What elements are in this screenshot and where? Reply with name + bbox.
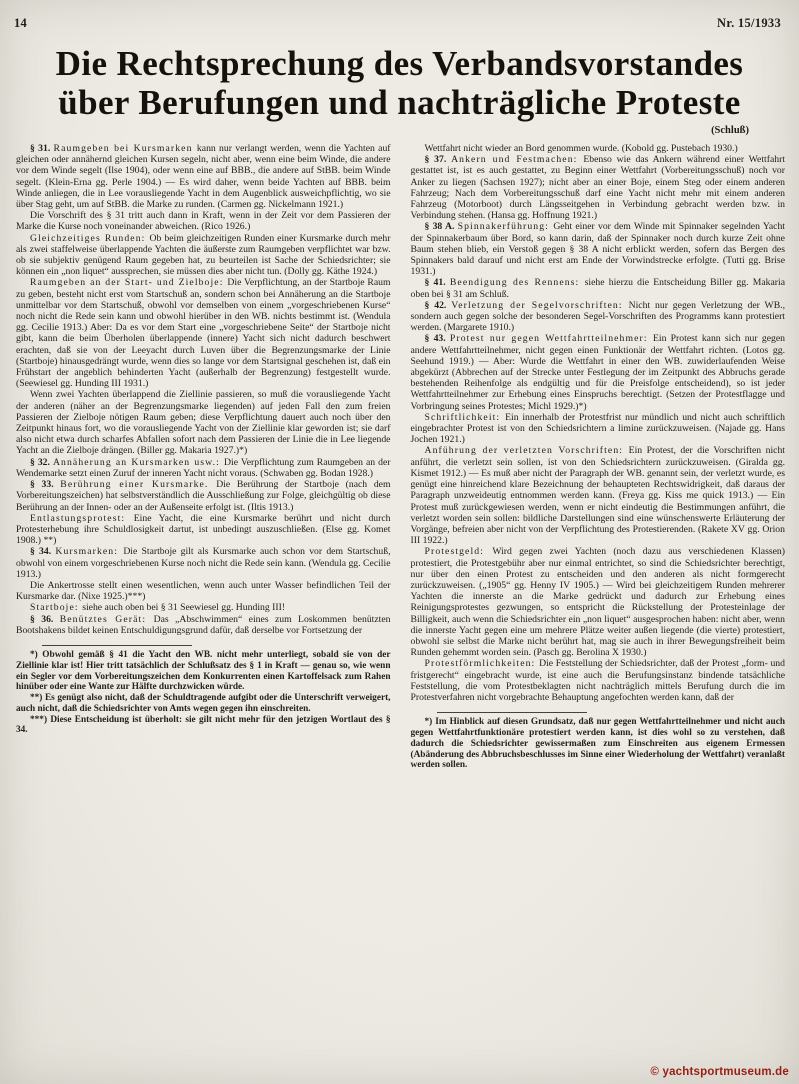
issue-number: Nr. 15/1933 xyxy=(717,16,781,30)
right-column-footnotes xyxy=(411,717,786,771)
paragraph-lead: § 43. xyxy=(424,333,450,345)
paragraph: Entlastungsprotest: Eine Yacht, die eine Kursmarke berührt und nicht durch Protesterhebung ihre Schuldlosigkeit dartut, ist unbedingt auszuschließen. (Else gg. Komet 1908.) **) xyxy=(16,512,391,547)
paragraph-lead: § 36. xyxy=(30,613,60,625)
paragraph: Wettfahrt nicht wieder an Bord genommen wurde. (Kobold gg. Pustebach 1930.) xyxy=(424,143,738,154)
paragraph: § 42. Verletzung der Segelvorschriften: Nicht nur gegen Verletzung der WB., sondern auch gegen solche der besonderen Segel-Vorschriften des Programms kann protestiert werden. (Margarete 1910.) xyxy=(410,299,786,334)
paragraph: § 37. Ankern und Festmachen: Ebenso wie das Ankern während einer Wettfahrt gestattet ist, ist es auch gestattet, zu Beginn einer Wettfahrt (Vorbereitungsschuß) noch vor Anker zu liegen (Sachsen 1927); nicht aber an einer Boje, einem Steg oder einem anderen Fahrzeug; Nach dem Vorbereitungsschuß darf eine Yacht nicht mehr mit einem anderen Fahrzeug (Motorboot) durch Längsseitgehen in Verbindung gebracht werden bzw. in Verbindung stehen. (Hansa gg. Hoffnung 1921.) xyxy=(410,154,786,222)
footnote: *) Im Hinblick auf diesen Grundsatz, daß nur gegen Wettfahrtteilnehmer und nicht auch gegen Wettfahrtfunktionäre protestiert werden kann, ist dies wohl so zu verstehen, daß dadurch die Schiedsrichter gewissermaßen zum Einschreiten aus eigenem Ermessen (Abänderung des Abbruchsbeschlusses im Sinne einer Wiederholung der Wettfahrt) veranlaßt werden sollen. xyxy=(410,717,785,771)
text-columns xyxy=(0,136,799,771)
paragraph-keyword: Protestförmlichkeiten: xyxy=(424,658,540,670)
paragraph-keyword: Schriftlichkeit: xyxy=(424,411,506,423)
footnote: *) Obwohl gemäß § 41 die Yacht den WB. nicht mehr unterliegt, sobald sie von der Ziellinie klar ist! Hier tritt tatsächlich der Schlußsatz des § 1 in Kraft — genau so, wie wenn ein Segler vor dem Vorbereitungszeichen dem Konkurrenten einen Kartoffelsack zum Rahen hinüber oder eine Wante zur Hälfte durchzwicken würde. xyxy=(16,649,391,693)
paragraph-lead: § 42. xyxy=(424,299,452,311)
paragraph-keyword: Entlastungsprotest: xyxy=(30,512,134,524)
paragraph-keyword: Startboje: xyxy=(30,602,83,614)
paragraph: Raumgeben an der Start- und Zielboje: Die Verpflichtung, an der Startboje Raum zu geben, besteht nicht erst vom Startschuß an, sondern schon bei Annäherung an die Startboje unmittelbar vor dem Startschuß, obwohl vor demselben von einem „vorgeschriebenen Kurse“ noch nicht die Rede sein kann und obwohl hierüber in den WB. nichts bestimmt ist. (Wendula gg. Cecilie 1913.) Aber: Da es vor dem Start eine „vorgeschriebene Seite“ der Startboje nicht gibt, kann die beim Überholen überlappende (innere) Yacht sich nicht dadurch beschwert erachten, daß sie von der Leeyacht durch Luven über die Begrenzungsmarke der Linie (Startboje) hinausgedrängt wurde, wenn dies so lange vor dem Startsignal geschehen ist, daß ein Frühstart der angeblich behinderten Yacht (außerhalb der Begrenzung) festgestellt wurde. (Seewiesel gg. Hunding III 1931.) xyxy=(16,277,391,390)
paragraph: Anführung der verletzten Vorschriften: Ein Protest, der die Vorschriften nicht anführt, die verletzt sein sollen, ist von den Schiedsrichtern zurückzuweisen. (Giralda gg. Kismet 1912.) — Es muß aber nicht der Paragraph der WB. genannt sein, der verletzt wurde, es genügt eine hinreichend klare Bezeichnung der behaupteten Rechtswidrigkeit, daß daraus der Paragraph unzweideutig entnommen werden kann. (Freya gg. Kiss me quick 1913.) — Ein Protest muß zurückgewiesen werden, wenn er nicht eindeutig die Bestimmungen anführt, die verletzt worden sein sollen: bildliche Darstellungen sind eine wünschenswerte Erläuterung der Vorgänge, befreien aber nicht von der Verpflichtung des Protestierenden. (Rakete XV gg. Orion III 1922.) xyxy=(410,445,785,547)
paragraph-keyword: Protestgeld: xyxy=(424,546,493,558)
footnote: **) Es genügt also nicht, daß der Schuldtragende aufgibt oder die Unterschrift verweigert, auch nicht, daß die Schiedsrichter von Amts wegen gegen ihn einschreiten. xyxy=(16,693,391,714)
watermark: © yachtsportmuseum.de xyxy=(650,1066,789,1078)
paragraph-lead: § 37. xyxy=(424,154,452,166)
paragraph-keyword: Kursmarken: xyxy=(55,546,124,558)
paragraph: § 43. Protest nur gegen Wettfahrtteilnehmer: Ein Protest kann sich nur gegen andere Wettfahrtteilnehmer, nicht gegen einen Funktionär der Wettfahrt richten. (Lotos gg. Seehund 1919.) — Aber: Wurde die Wettfahrt in einer den WB. zuwiderlaufenden Weise abgekürzt (Abbrechen auf der Strecke unter Festlegung der im Zeitpunkt des Abbruchs gerade bestehenden Reihenfolge als endgültig und für die Preisfolge entscheidend), so ist jeder Wettfahrtteilnehmer zur Erhebung eines Einspruchs berechtigt. (Setzen der Protestflagge und Vorbringung seines Protestes; Michl 1929.)*) xyxy=(410,333,785,412)
paragraph: § 33. Berührung einer Kursmarke. Die Berührung der Startboje (nach dem Vorbereitungszeichen) hat selbstverständlich die Ausschließung zur Folge, gleichgültig ob diese Berührung an der Innen- oder an der Außenseite erfolgt ist. (Iltis 1913.) xyxy=(16,479,391,513)
paragraph-keyword: Raumgeben an der Start- und Zielboje: xyxy=(30,277,228,289)
paragraph: Wenn zwei Yachten überlappend die Ziellinie passieren, so muß die vorausliegende Yacht der anderen (näher an der Begrenzungsmarke liegenden) auf jeden Fall den zum freien Passieren der Zielboje nötigen Raum geben; diese Verpflichtung dauert auch noch über den Zeitpunkt hinaus fort, wo die vorausliegende Yacht von der Ziellinie klar geworden ist; sie darf also nicht etwa durch scharfes Abfallen sofort nach dem Passieren der Linie die in Lee liegende Yacht an die Zielboje drängen. (Biller gg. Makaria 1927.)*) xyxy=(16,389,391,457)
paragraph-keyword: Ankern und Festmachen: xyxy=(451,154,584,166)
paragraph: Startboje: siehe auch oben bei § 31 Seewiesel gg. Hunding III! xyxy=(30,602,286,614)
paragraph-lead: § 31. xyxy=(30,143,54,154)
paragraph: § 41. Beendigung des Rennens: siehe hierzu die Entscheidung Biller gg. Makaria oben bei § 31 am Schluß. xyxy=(410,277,785,300)
paragraph-lead: § 33. xyxy=(30,479,61,491)
article-title xyxy=(8,45,791,122)
paragraph: Protestförmlichkeiten: Die Feststellung der Schiedsrichter, daß der Protest „form- und fristgerecht“ eingebracht wurde, ist eine auch die Berufungsinstanz bindende tatsächliche Feststellung, die vom Protestbeklagten nicht nachträglich mittels Berufung durch die im Protestverfahren nicht vorgebrachte Behauptung angefochten werden kann, daß der xyxy=(410,658,785,703)
page-number: 14 xyxy=(14,16,28,30)
right-column xyxy=(411,143,786,771)
paragraph: § 38 A. Spinnakerführung: Geht einer vor dem Winde mit Spinnaker segelnden Yacht der Spinnakerbaum über Bord, so kann darin, daß der Spinnaker noch durch kurze Zeit ohne Baum stehen blieb, ein Verstoß gegen § 38 A nicht erblickt werden, sofern das Bergen des Spinnakers bald darauf und nicht erst am Ende der Vorwindstrecke erfolgte. (Tutti gg. Brise 1931.) xyxy=(410,221,785,278)
footnote-rule-right xyxy=(437,712,587,713)
left-column-footnotes xyxy=(16,650,391,736)
title-line-2: über Berufungen und nachträgliche Proteste xyxy=(58,82,741,122)
page-header xyxy=(0,0,799,31)
paragraph-keyword: Beendigung des Rennens: xyxy=(449,277,585,289)
paragraph-keyword: Protest nur gegen Wettfahrtteilnehmer: xyxy=(449,333,653,345)
title-line-1: Die Rechtsprechung des Verbandsvorstandes xyxy=(55,44,744,83)
paragraph: § 36. Benütztes Gerät: Das „Abschwimmen“ eines zum Loskommen benützten Bootshakens bildet keinen Entschuldigungsgrund dafür, daß derselbe vor Fortsetzung der xyxy=(16,613,391,636)
paragraph-keyword: Berührung einer Kursmarke. xyxy=(60,479,217,491)
paragraph: § 32. Annäherung an Kursmarken usw.: Die Verpflichtung zum Raumgeben an der Wendemarke setzt einen Zuruf der inneren Yacht nicht voraus. (Schwaben gg. Bodan 1928.) xyxy=(16,456,391,479)
paragraph-keyword: Annäherung an Kursmarken usw.: xyxy=(52,456,225,468)
paragraph: Protestgeld: Wird gegen zwei Yachten (noch dazu aus verschiedenen Klassen) protestiert, die Protestgebühr aber nur einmal entrichtet, so sind die Schiedsrichter berechtigt, nur über den einen Protest zu entscheiden und den anderen als nicht formgerecht zurückzuweisen. („1905“ gg. Henny IV 1905.) — Wird bei gleichzeitigem Runden mehrerer Yachten die innerste an die Marke gedrückt und dadurch zur Erhebung eines Reinigungsprotestes gezwungen, so entspricht die Rückstellung der Protesteinlage der Billigkeit, auch wenn die Schiedsrichter ein „non liquet“ ausgesprochen haben: nicht aber, wenn die innerste Yacht gegen eine um mehrere Plätze weiter außen liegende (die vierte) protestiert, obwohl sie selbst die Marke nicht berührt hat, mag sie auch in ihrer Bewegungsfreiheit beim Runden gehemmt worden sein. (Pasch gg. Berolina X 1930.) xyxy=(410,546,785,659)
paragraph-keyword: Raumgeben bei Kursmarken xyxy=(53,143,197,154)
paragraph-lead: § 41. xyxy=(424,277,450,289)
paragraph: § 34. Kursmarken: Die Startboje gilt als Kursmarke auch schon vor dem Startschuß, obwohl von einem vorgeschriebenen Kurse noch nicht die Rede sein kann. (Wendula gg. Cecilie 1913.) xyxy=(16,546,391,580)
paragraph-keyword: Spinnakerführung: xyxy=(457,221,554,233)
paragraph-lead: § 32. xyxy=(30,456,53,468)
subtitle-schluss: (Schluß) xyxy=(711,125,749,136)
paragraph: Die Ankertrosse stellt einen wesentlichen, wenn auch unter Wasser befindlichen Teil der Kursmarke dar. (Nixe 1925.)***) xyxy=(16,579,391,603)
left-column-text xyxy=(16,143,391,636)
paragraph: Schriftlichkeit: Ein innerhalb der Protestfrist nur mündlich und nicht auch schriftlich eingebrachter Protest ist von den Schiedsrichtern a limine zurückzuweisen. (Najade gg. Hans Jochen 1921.) xyxy=(410,411,785,446)
footnote: ***) Diese Entscheidung ist überholt: sie gilt nicht mehr für den jetzigen Wortlaut des § 34. xyxy=(16,714,391,736)
right-column-text xyxy=(411,143,786,703)
paragraph-keyword: Anführung der verletzten Vorschriften: xyxy=(424,445,629,457)
paragraph-keyword: Verletzung der Segelvorschriften: xyxy=(451,299,629,311)
footnote-rule-left xyxy=(42,645,192,646)
left-column xyxy=(16,143,391,771)
paragraph: Gleichzeitiges Runden: Ob beim gleichzeitigen Runden einer Kursmarke durch mehr als zwei staffelweise überlappende Yachten die äußerste zum Raumgeben verpflichtet war bzw. ob sie subjektiv genügend Raum gegeben hat, zu beurteilen ist Sache der Schiedsrichter; sie können ein „non liquet“ aussprechen, sie müssen dies aber nicht tun. (Dolly gg. Käthe 1924.) xyxy=(16,232,391,278)
paragraph-lead: § 34. xyxy=(30,546,56,558)
paragraph: § 31. Raumgeben bei Kursmarken kann nur verlangt werden, wenn die Yachten auf gleichen oder annähernd gleichen Kursen segeln, nicht aber, wenn eine beim Winde, die andere vor dem Winde segelt (Ilse 1904), oder wenn eine auf BBB., die andere auf StBB. beim Winde segelt. (Klein-Erna gg. Perle 1904.) — Es wird daher, wenn beide Yachten auf BBB. beim Winde anliegen, die in Lee vorausliegende Yacht in dem Augenblick ausweichpflichtig, wo sie über Stag geht, um auf StBB. die Marke zu runden. (Carmen gg. Nickelmann 1921.) xyxy=(16,143,391,211)
paragraph: Die Vorschrift des § 31 tritt auch dann in Kraft, wenn in der Zeit vor dem Passieren der Marke die Kurse noch voneinander abweichen. (Rico 1926.) xyxy=(16,210,391,233)
paragraph-keyword: Benütztes Gerät: xyxy=(59,613,154,625)
paragraph-keyword: Gleichzeitiges Runden: xyxy=(30,232,150,244)
paragraph-lead: § 38 A. xyxy=(424,221,458,233)
